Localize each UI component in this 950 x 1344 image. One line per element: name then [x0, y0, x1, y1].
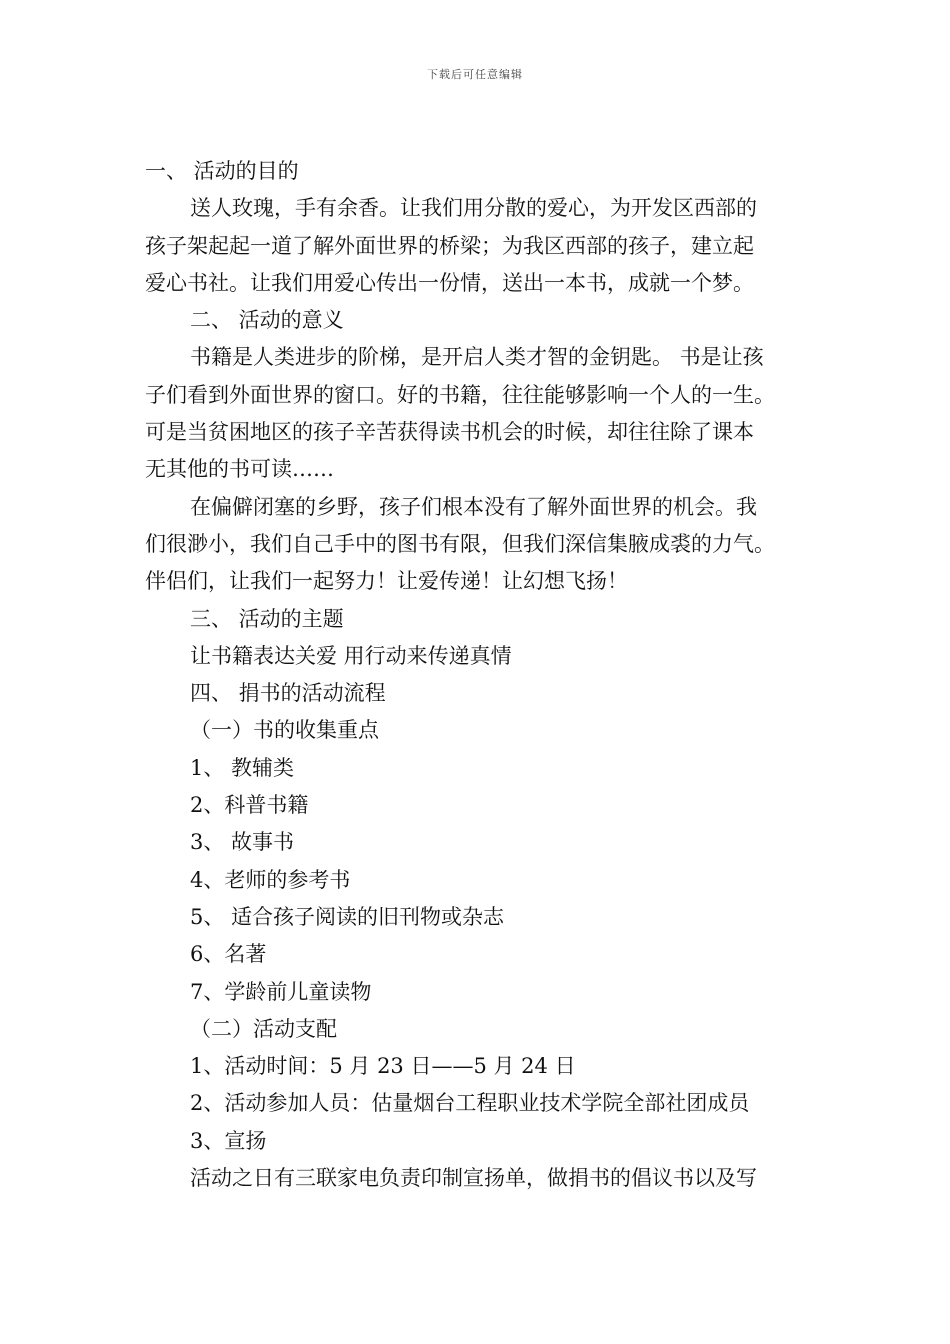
text-line: 书籍是人类进步的阶梯，是开启人类才智的金钥匙。 书是让孩: [190, 345, 764, 370]
text-line: 6、名著: [190, 942, 267, 967]
text-line: 一、 活动的目的: [145, 159, 299, 183]
text-line: 7、学龄前儿童读物: [190, 979, 372, 1004]
document-body: [145, 153, 825, 1197]
text-line: 活动之日有三联家电负责印制宣扬单，做捐书的倡议书以及写: [190, 1166, 757, 1191]
text-line: 5、 适合孩子阅读的旧刊物或杂志: [190, 904, 505, 929]
text-line: 在偏僻闭塞的乡野，孩子们根本没有了解外面世界的机会。我: [190, 494, 757, 519]
text-line: 们很渺小，我们自己手中的图书有限，但我们深信集腋成裘的力气。: [145, 531, 775, 556]
text-line: 孩子架起起一道了解外面世界的桥梁；为我区西部的孩子，建立起: [145, 233, 754, 258]
text-line: 三、 活动的主题: [190, 606, 344, 631]
text-line: 让书籍表达关爱 用行动来传递真情: [190, 643, 512, 668]
header-note: 下载后可任意编辑: [427, 68, 523, 81]
text-line: 二、 活动的意义: [190, 308, 344, 333]
text-line: 1、活动时间：5 月 23 日——5 月 24 日: [190, 1054, 576, 1079]
text-line: 4、老师的参考书: [190, 867, 351, 892]
text-line: 2、活动参加人员：估量烟台工程职业技术学院全部社团成员: [190, 1091, 750, 1116]
text-line: 送人玫瑰，手有余香。让我们用分散的爱心，为开发区西部的: [190, 196, 757, 221]
text-line: 爱心书社。让我们用爱心传出一份情，送出一本书，成就一个梦。: [145, 270, 754, 295]
text-line: 3、 故事书: [190, 830, 295, 855]
text-line: 伴侣们，让我们一起努力！让爱传递！让幻想飞扬！: [145, 569, 628, 594]
text-line: （一）书的收集重点: [190, 718, 379, 743]
text-line: 2、科普书籍: [190, 793, 309, 818]
text-line: 3、宣扬: [190, 1128, 267, 1153]
text-line: （二）活动支配: [190, 1016, 337, 1041]
text-line: 1、 教辅类: [190, 755, 295, 780]
text-line: 无其他的书可读……: [145, 457, 334, 482]
text-line: 四、 捐书的活动流程: [190, 681, 386, 706]
text-line: 子们看到外面世界的窗口。好的书籍，往往能够影响一个人的一生。: [145, 382, 775, 407]
text-line: 可是当贫困地区的孩子辛苦获得读书机会的时候，却往往除了课本: [145, 420, 754, 445]
